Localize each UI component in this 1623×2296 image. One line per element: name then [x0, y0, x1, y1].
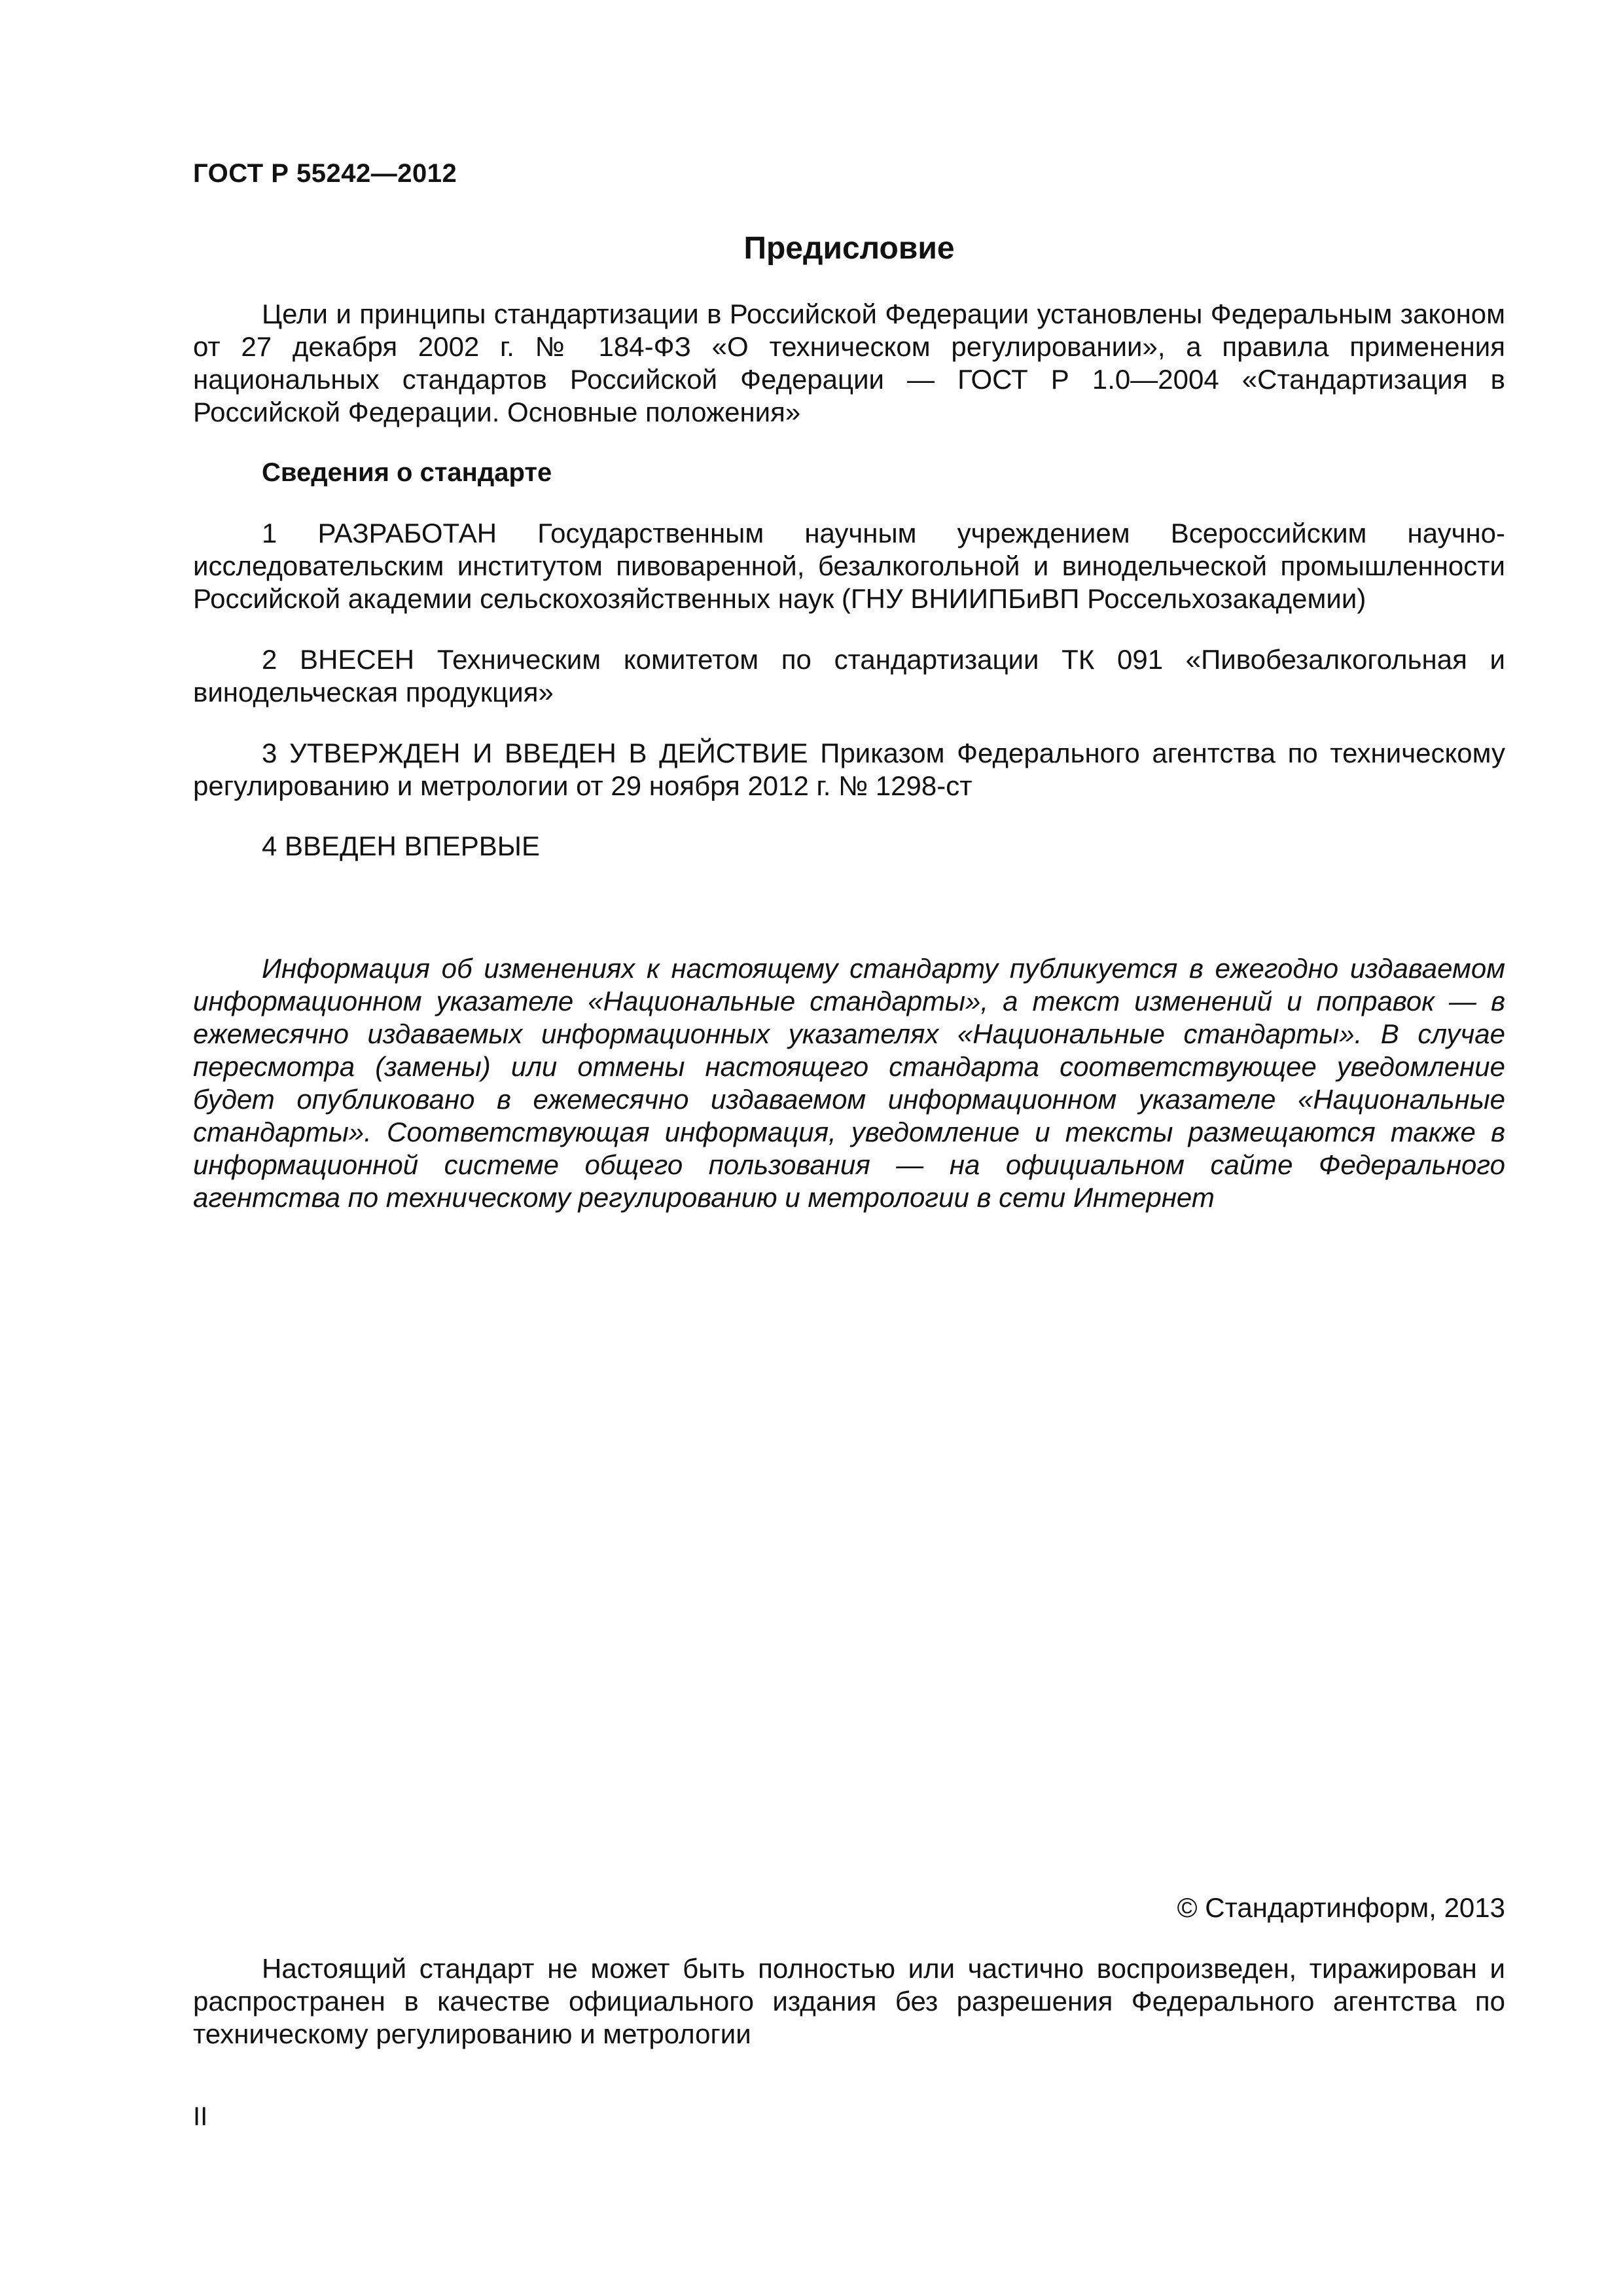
page-title: Предисловие [743, 231, 955, 266]
standard-info-item-4: 4 ВВЕДЕН ВПЕРВЫЕ [262, 831, 540, 861]
page-number: II [193, 2102, 208, 2131]
foreword-intro-paragraph: Цели и принципы стандартизации в Российской Федерации установлены Федеральным законом от 27 декабря 2002 г. № 184-ФЗ «О техническом регулировании», а правила применения национальных стандартов Российской Федерации — ГОСТ Р 1.0—2004 «Стандартизация в Российской Федерации. Основные положения» [193, 298, 1505, 427]
standard-info-item-3: 3 УТВЕРЖДЕН И ВВЕДЕН В ДЕЙСТВИЕ Приказом Федерального агентства по техническому регулированию и метрологии от 29 ноября 2012 г. № 1298-ст [193, 738, 1505, 801]
reproduction-notice-paragraph: Настоящий стандарт не может быть полностью или частично воспроизведен, тиражирован и распространен в качестве официального издания без разрешения Федерального агентства по техническому регулированию и метрологии [193, 1953, 1505, 2049]
standard-info-heading: Сведения о стандарте [262, 458, 552, 487]
changes-notice-paragraph: Информация об изменениях к настоящему стандарту публикуется в ежегодно издаваемом информационном указателе «Национальные стандарты», а текст изменений и поправок — в ежемесячно издаваемых информационных указателях «Национальные стандарты». В случае пересмотра (замены) или отмены настоящего стандарта соответствующее уведомление будет опубликовано в ежемесячно издаваемом информационном указателе «Национальные стандарты». Соответствующая информация, уведомление и тексты размещаются также в информационной системе общего пользования — на официальном сайте Федерального агентства по техническому регулированию и метрологии в сети Интернет [193, 953, 1505, 1213]
copyright-line: © Стандартинформ, 2013 [1177, 1892, 1505, 1923]
standard-code-header: ГОСТ Р 55242—2012 [193, 159, 457, 188]
standard-info-item-1: 1 РАЗРАБОТАН Государственным научным учреждением Всероссийским научно-исследовательским институтом пивоваренной, безалкогольной и винодельческой промышленности Российской академии сельскохозяйственных наук (ГНУ ВНИИПБиВП Россельхозакадемии) [193, 518, 1505, 614]
standard-info-item-2: 2 ВНЕСЕН Техническим комитетом по стандартизации ТК 091 «Пивобезалкогольная и винодельческая продукция» [193, 644, 1505, 708]
